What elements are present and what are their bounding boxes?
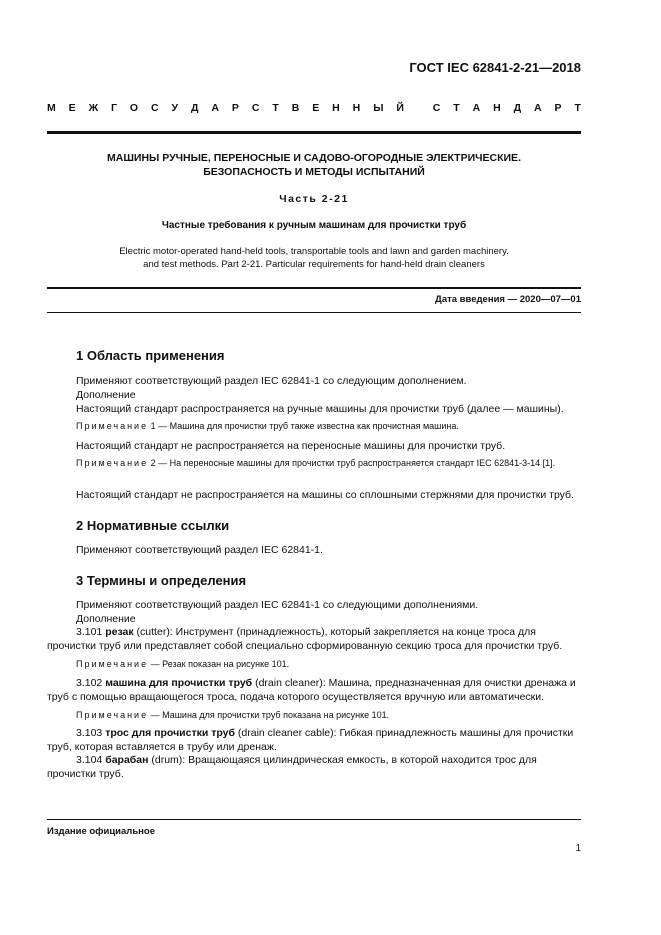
label-letter: С [151,102,159,114]
term-3-103 [47,726,581,754]
part-number: Часть 2-21 [279,193,349,205]
date-rule [47,312,581,313]
label-letter: Т [453,102,460,114]
label-letter: А [534,102,542,114]
section-1-paragraph: Настоящий стандарт не распространяется на переносные машины для прочистки труб. [76,440,506,452]
label-letter: А [211,102,219,114]
note-label: Примечание [76,659,149,669]
term-name: резак [105,626,134,638]
english-title-line-1: Electric motor-operated hand-held tools, transportable tools and lawn and garden machinery. [119,246,509,257]
top-rule [47,131,581,134]
title-bottom-rule [47,287,581,289]
english-title-line-2: and test methods. Part 2-21. Particular requirements for hand-held drain cleaners [143,259,485,270]
term-definition: (drain cleaner): Машина, предназначенная для очистки дренажа и труб с помощью вращающегося троса, подача которого осуществляется вручную или автоматически. [47,677,576,703]
footer-rule [47,819,581,820]
label-letter: Н [352,102,361,114]
note-text: 1 — Машина для прочистки труб также известна как прочистная машина. [148,421,459,431]
label-letter: Д [513,102,522,114]
term-3-102 [47,676,581,704]
section-3-paragraph: Применяют соответствующий раздел IEC 62841-1 со следующими дополнениями. [76,599,479,611]
introduction-date: Дата введения — 2020—07—01 [435,294,581,305]
label-letter: Г [111,102,117,114]
term-definition: (drain cleaner cable): Гибкая принадлежность машины для прочистки труб, которая вставляется в трубу или дренаж. [47,727,574,753]
term-number: 3.103 [76,727,106,739]
section-1-paragraph: Настоящий стандарт не распространяется на машины со сплошными стержнями для прочистки труб. [76,489,574,501]
note-3-102 [47,709,581,721]
label-letter: Ж [88,102,99,114]
label-letter: М [47,102,56,114]
note-1 [47,420,581,432]
term-number: 3.102 [76,677,106,689]
note-3-101 [47,658,581,670]
note-label: Примечание [76,421,149,431]
term-3-104 [47,753,581,781]
note-text: — Машина для прочистки труб показана на рисунке 101. [148,710,390,720]
section-1-heading: 1 Область применения [76,348,225,363]
term-number: 3.101 [76,626,106,638]
label-letter: С [432,102,441,114]
note-label: Примечание [76,458,149,468]
label-letter: Н [493,102,501,114]
label-letter: Е [312,102,320,114]
section-3-addition-label: Дополнение [76,613,136,625]
title-line-2: БЕЗОПАСНОСТЬ И МЕТОДЫ ИСПЫТАНИЙ [203,166,425,178]
label-letter: О [129,102,139,114]
term-definition: (cutter): Инструмент (принадлежность), который закрепляется на конце троса для прочистки труб или представляет собой специально сформированную секцию троса для прочистки труб. [47,626,563,652]
term-name: машина для прочистки труб [105,677,253,689]
label-letter: Д [190,102,199,114]
term-definition: (drum): Вращающаяся цилиндрическая емкость, в которой находится трос для прочистки труб. [47,754,537,780]
section-3-heading: 3 Термины и определения [76,573,247,588]
section-2-heading: 2 Нормативные ссылки [76,518,230,533]
subtitle: Частные требования к ручным машинам для прочистки труб [161,220,467,231]
title-line-1: МАШИНЫ РУЧНЫЕ, ПЕРЕНОСНЫЕ И САДОВО-ОГОРОДНЫЕ ЭЛЕКТРИЧЕСКИЕ. [107,152,521,164]
note-text: 2 — На переносные машины для прочистки труб распространяется стандарт IEC 62841-3-14 [1]. [148,458,556,468]
interstate-standard-label [47,102,581,114]
note-2 [47,457,581,469]
label-letter: Р [554,102,562,114]
label-letter: В [291,102,300,114]
section-1-paragraph: Применяют соответствующий раздел IEC 62841-1 со следующим дополнением. [76,375,467,387]
term-3-101 [47,625,581,653]
standard-code: ГОСТ IEC 62841-2-21—2018 [409,60,581,75]
section-1-paragraph: Настоящий стандарт распространяется на ручные машины для прочистки труб (далее — машины). [76,403,564,415]
label-letter: У [171,102,179,114]
term-name: барабан [105,754,149,766]
note-text: — Резак показан на рисунке 101. [148,659,290,669]
note-label: Примечание [76,710,149,720]
label-letter: Е [68,102,76,114]
label-letter: Р [231,102,239,114]
term-name: трос для прочистки труб [105,727,235,739]
label-letter: Й [396,102,404,114]
term-number: 3.104 [76,754,106,766]
page-number: 1 [575,843,581,854]
section-1-addition-label: Дополнение [76,389,136,401]
label-letter: А [472,102,481,114]
label-letter: Ы [373,102,384,114]
official-edition-label: Издание официальное [47,826,155,837]
label-letter: С [251,102,260,114]
section-2-paragraph: Применяют соответствующий раздел IEC 62841-1. [76,544,323,556]
label-letter: Н [332,102,340,114]
label-letter: Т [574,102,581,114]
label-letter: Т [272,102,279,114]
label-letter [417,102,420,114]
